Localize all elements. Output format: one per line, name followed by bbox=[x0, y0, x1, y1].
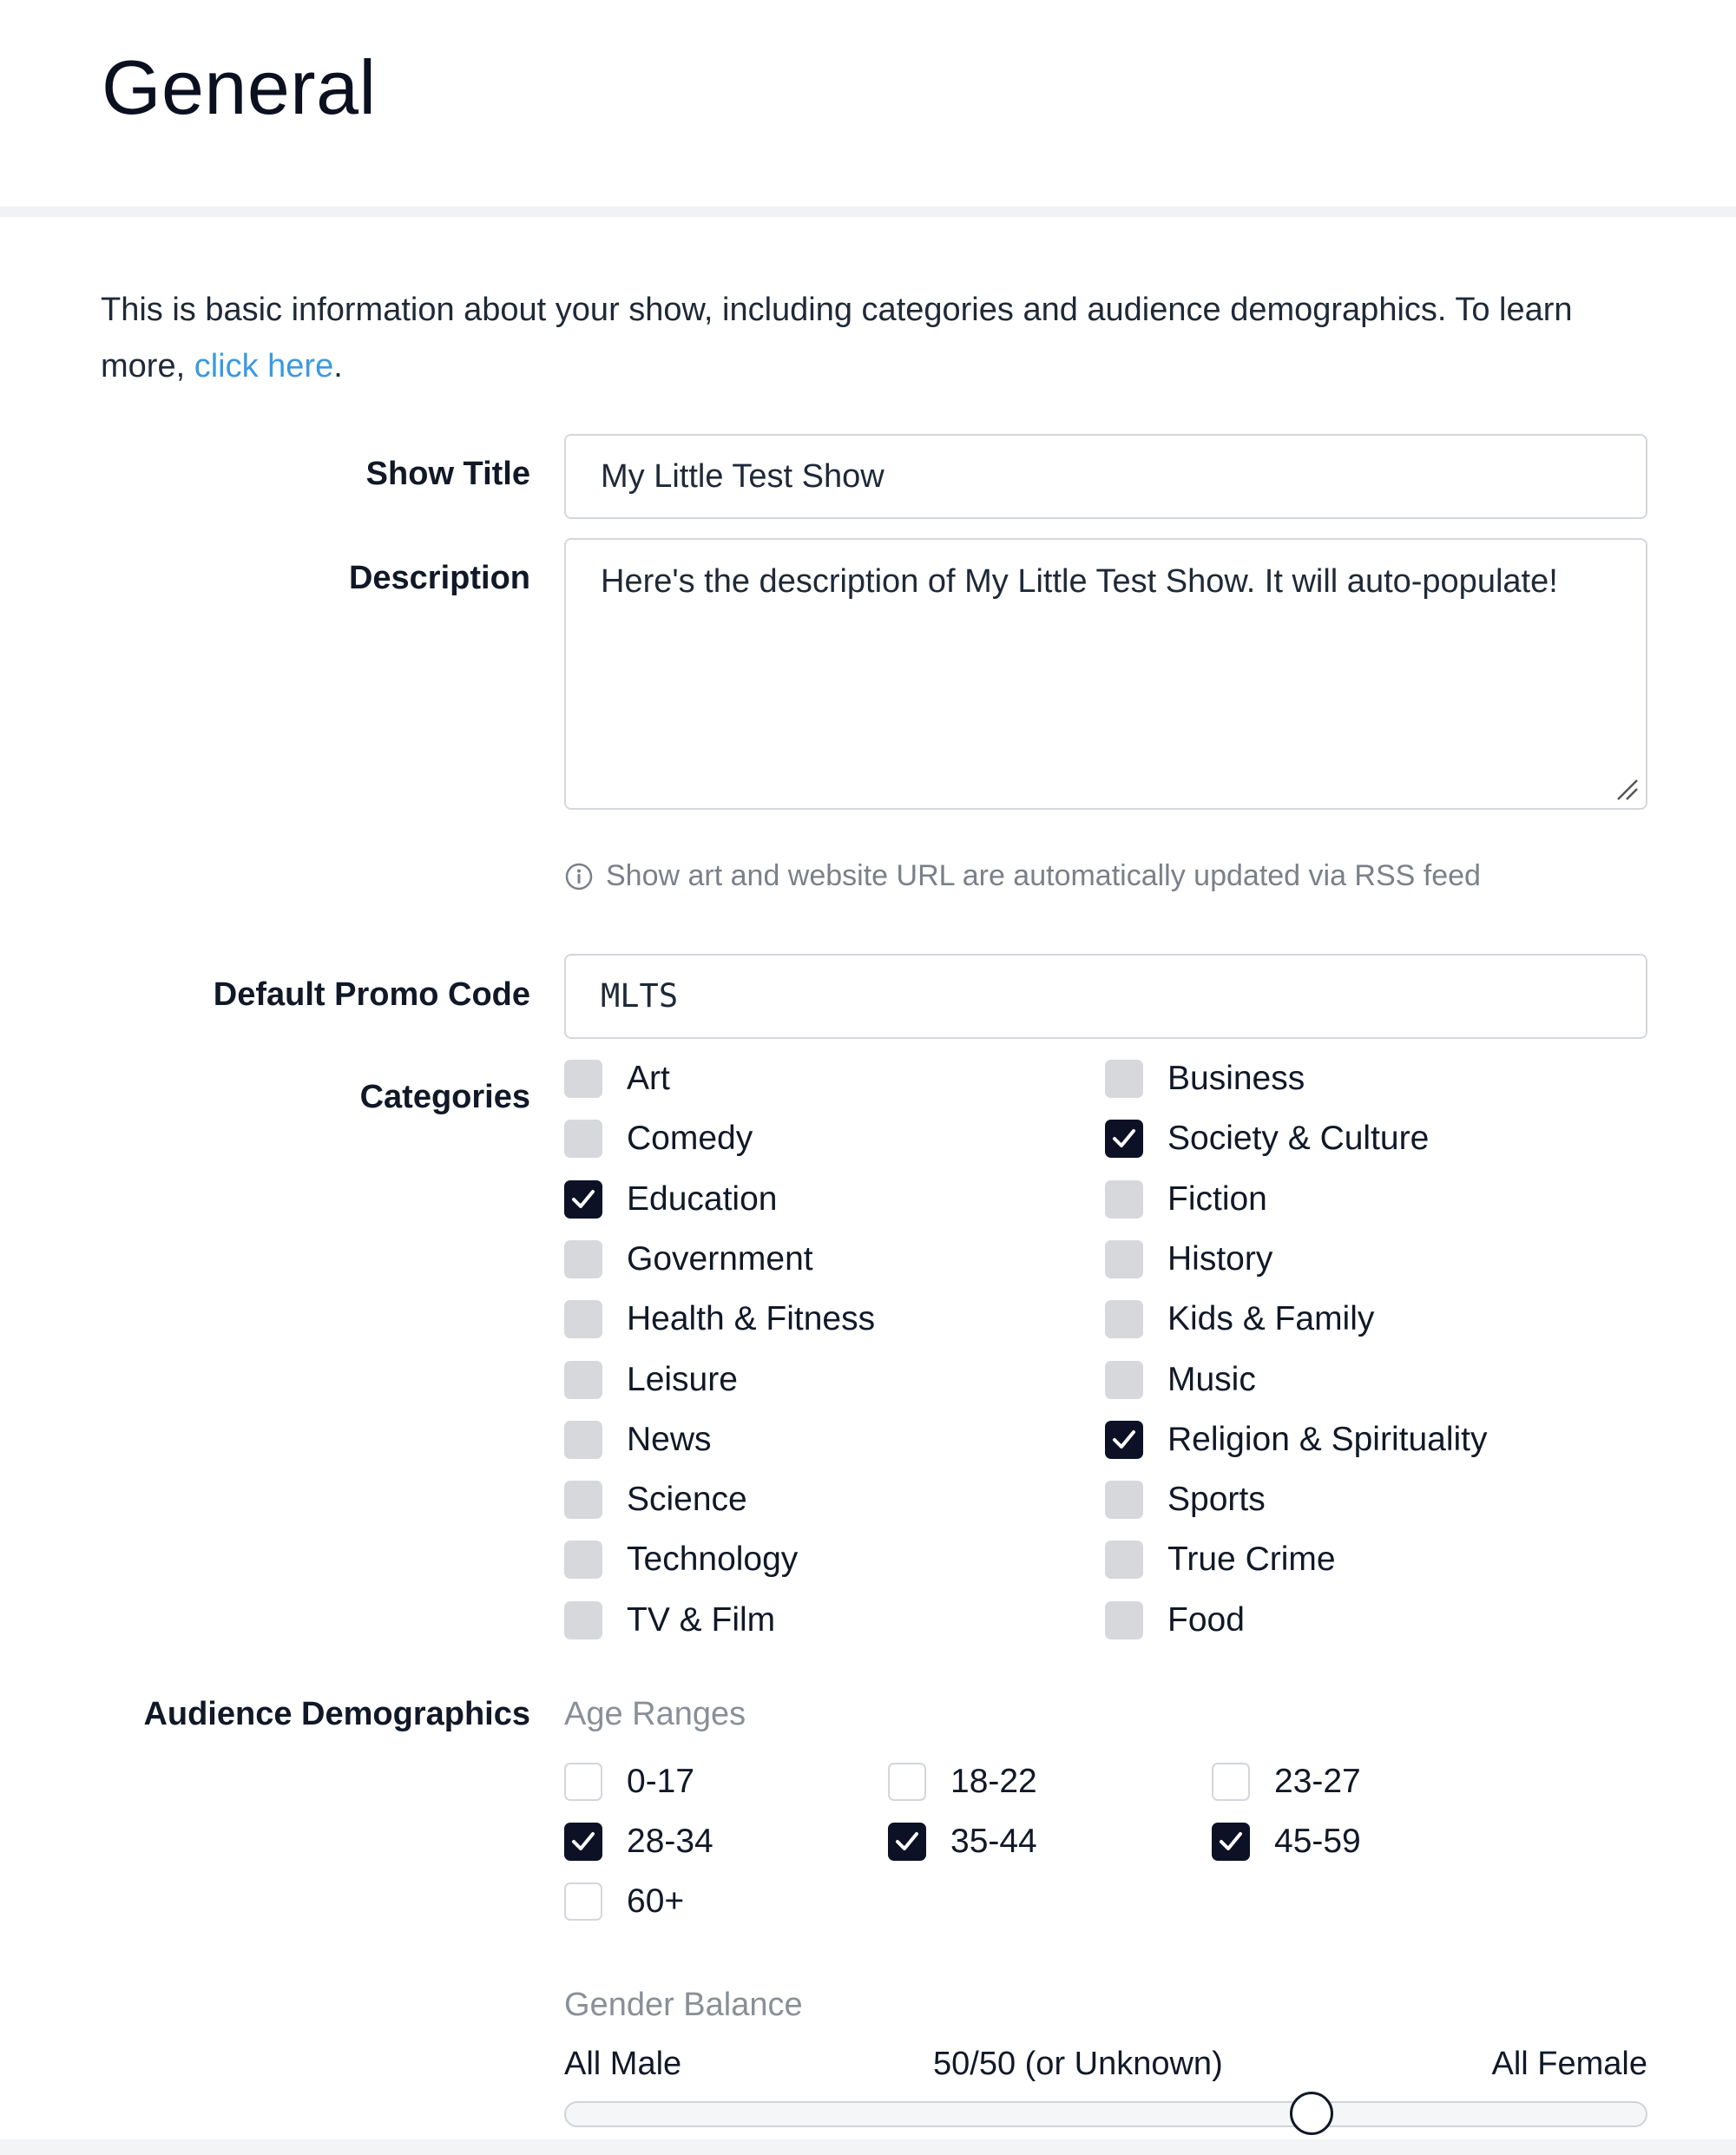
age-range-label: 45-59 bbox=[1274, 1823, 1361, 1860]
intro-text bbox=[101, 282, 1654, 395]
category-checkbox[interactable] bbox=[564, 1057, 670, 1100]
checkbox-checked[interactable] bbox=[1212, 1823, 1250, 1861]
age-range-checkbox[interactable] bbox=[564, 1820, 713, 1863]
age-range-checkbox[interactable] bbox=[1212, 1760, 1361, 1803]
checkbox-unchecked[interactable] bbox=[1212, 1763, 1250, 1801]
checkbox-unchecked[interactable] bbox=[564, 1300, 602, 1338]
gender-mid-label: 50/50 (or Unknown) bbox=[933, 2046, 1223, 2082]
category-label: Health & Fitness bbox=[627, 1300, 876, 1338]
gender-balance-heading: Gender Balance bbox=[564, 1987, 803, 2023]
checkbox-unchecked[interactable] bbox=[564, 1481, 602, 1519]
category-checkbox[interactable] bbox=[564, 1538, 798, 1581]
category-checkbox[interactable] bbox=[1105, 1538, 1336, 1581]
gender-balance-slider[interactable] bbox=[564, 2101, 1647, 2127]
promo-code-label: Default Promo Code bbox=[213, 976, 530, 1013]
age-ranges-heading: Age Ranges bbox=[564, 1696, 746, 1732]
checkbox-unchecked[interactable] bbox=[564, 1240, 602, 1278]
info-circle-icon bbox=[564, 862, 594, 891]
checkbox-unchecked[interactable] bbox=[564, 1060, 602, 1098]
age-range-checkbox[interactable] bbox=[888, 1820, 1037, 1863]
header-divider bbox=[0, 207, 1736, 217]
rss-note-text: Show art and website URL are automatically updated via RSS feed bbox=[606, 859, 1481, 892]
category-checkbox[interactable] bbox=[564, 1178, 777, 1221]
category-checkbox[interactable] bbox=[564, 1599, 775, 1642]
page-header bbox=[0, 0, 1736, 208]
checkbox-unchecked[interactable] bbox=[1105, 1601, 1143, 1639]
category-checkbox[interactable] bbox=[1105, 1478, 1266, 1521]
checkbox-checked[interactable] bbox=[564, 1180, 602, 1219]
category-checkbox[interactable] bbox=[564, 1238, 813, 1281]
category-label: Technology bbox=[627, 1541, 799, 1579]
checkbox-unchecked[interactable] bbox=[1105, 1060, 1143, 1098]
checkmark-icon bbox=[1216, 1827, 1246, 1856]
age-range-label: 35-44 bbox=[950, 1823, 1037, 1860]
gender-slider-handle[interactable] bbox=[1290, 2092, 1333, 2135]
age-range-label: 0-17 bbox=[627, 1763, 695, 1800]
learn-more-link[interactable]: click here bbox=[194, 348, 334, 384]
checkmark-icon bbox=[1109, 1124, 1139, 1153]
category-label: News bbox=[627, 1420, 712, 1458]
checkmark-icon bbox=[892, 1827, 922, 1856]
category-label: TV & Film bbox=[627, 1600, 776, 1639]
checkbox-unchecked[interactable] bbox=[1105, 1240, 1143, 1278]
age-range-checkbox[interactable] bbox=[564, 1760, 694, 1803]
category-label: Music bbox=[1167, 1360, 1256, 1398]
intro-text-end: . bbox=[333, 348, 343, 384]
category-label: Comedy bbox=[627, 1120, 753, 1158]
checkbox-unchecked[interactable] bbox=[564, 1763, 602, 1801]
checkbox-checked[interactable] bbox=[564, 1823, 602, 1861]
category-label: Society & Culture bbox=[1167, 1120, 1430, 1158]
checkbox-checked[interactable] bbox=[1105, 1421, 1143, 1459]
age-range-label: 18-22 bbox=[950, 1763, 1037, 1800]
promo-code-input[interactable]: MLTS bbox=[564, 954, 1647, 1039]
checkbox-checked[interactable] bbox=[1105, 1120, 1143, 1158]
category-checkbox[interactable] bbox=[564, 1418, 712, 1462]
category-label: True Crime bbox=[1167, 1541, 1336, 1579]
checkbox-unchecked[interactable] bbox=[564, 1120, 602, 1158]
checkbox-checked[interactable] bbox=[888, 1823, 926, 1861]
category-checkbox[interactable] bbox=[564, 1298, 875, 1341]
category-checkbox[interactable] bbox=[564, 1117, 753, 1160]
checkmark-icon bbox=[569, 1185, 598, 1214]
category-label: Sports bbox=[1167, 1481, 1266, 1519]
age-range-label: 23-27 bbox=[1274, 1763, 1361, 1800]
category-label: Kids & Family bbox=[1167, 1300, 1375, 1338]
checkbox-unchecked[interactable] bbox=[1105, 1300, 1143, 1338]
audience-demographics-label: Audience Demographics bbox=[143, 1696, 530, 1732]
checkbox-unchecked[interactable] bbox=[888, 1763, 926, 1801]
gender-max-label: All Female bbox=[1491, 2046, 1647, 2082]
description-text: Here's the description of My Little Test Show. It will auto-populate! bbox=[601, 563, 1558, 600]
category-checkbox[interactable] bbox=[564, 1478, 747, 1521]
checkbox-unchecked[interactable] bbox=[1105, 1361, 1143, 1399]
description-textarea[interactable] bbox=[564, 538, 1647, 810]
category-label: Leisure bbox=[627, 1360, 738, 1398]
intro-text-body: This is basic information about your show, including categories and audience demographics. To learn more, bbox=[101, 292, 1573, 384]
category-checkbox[interactable] bbox=[1105, 1117, 1429, 1160]
checkbox-unchecked[interactable] bbox=[564, 1541, 602, 1579]
category-label: History bbox=[1167, 1239, 1273, 1278]
category-label: Science bbox=[627, 1481, 747, 1519]
category-checkbox[interactable] bbox=[1105, 1057, 1305, 1100]
category-checkbox[interactable] bbox=[1105, 1418, 1488, 1462]
page-title: General bbox=[102, 44, 377, 130]
resize-handle-icon[interactable] bbox=[1614, 777, 1639, 801]
category-checkbox[interactable] bbox=[564, 1358, 738, 1402]
age-range-checkbox[interactable] bbox=[888, 1760, 1037, 1803]
category-checkbox[interactable] bbox=[1105, 1178, 1267, 1221]
age-range-checkbox[interactable] bbox=[1212, 1820, 1361, 1863]
category-label: Food bbox=[1167, 1600, 1245, 1639]
show-title-input[interactable]: My Little Test Show bbox=[564, 434, 1647, 519]
category-checkbox[interactable] bbox=[1105, 1358, 1256, 1402]
gender-min-label: All Male bbox=[564, 2046, 682, 2082]
category-label: Art bbox=[627, 1060, 670, 1097]
description-label: Description bbox=[348, 560, 530, 596]
categories-label: Categories bbox=[359, 1079, 530, 1115]
category-label: Religion & Spirituality bbox=[1167, 1420, 1488, 1458]
category-label: Education bbox=[627, 1179, 778, 1218]
category-checkbox[interactable] bbox=[1105, 1599, 1245, 1642]
checkmark-icon bbox=[569, 1827, 598, 1856]
checkbox-unchecked[interactable] bbox=[1105, 1180, 1143, 1219]
category-checkbox[interactable] bbox=[1105, 1298, 1374, 1341]
checkbox-unchecked[interactable] bbox=[564, 1882, 602, 1921]
rss-note bbox=[564, 859, 1481, 893]
show-title-label: Show Title bbox=[365, 456, 530, 492]
category-label: Business bbox=[1167, 1060, 1305, 1097]
checkbox-unchecked[interactable] bbox=[1105, 1481, 1143, 1519]
checkbox-unchecked[interactable] bbox=[1105, 1541, 1143, 1579]
checkbox-unchecked[interactable] bbox=[564, 1361, 602, 1399]
age-range-checkbox[interactable] bbox=[564, 1880, 684, 1923]
category-label: Government bbox=[627, 1239, 813, 1278]
checkmark-icon bbox=[1109, 1425, 1139, 1455]
category-checkbox[interactable] bbox=[1105, 1238, 1272, 1281]
age-range-label: 28-34 bbox=[627, 1823, 713, 1860]
category-label: Fiction bbox=[1167, 1179, 1267, 1218]
page-bottom-edge bbox=[0, 2139, 1736, 2155]
age-range-label: 60+ bbox=[627, 1882, 685, 1920]
checkbox-unchecked[interactable] bbox=[564, 1421, 602, 1459]
checkbox-unchecked[interactable] bbox=[564, 1601, 602, 1639]
